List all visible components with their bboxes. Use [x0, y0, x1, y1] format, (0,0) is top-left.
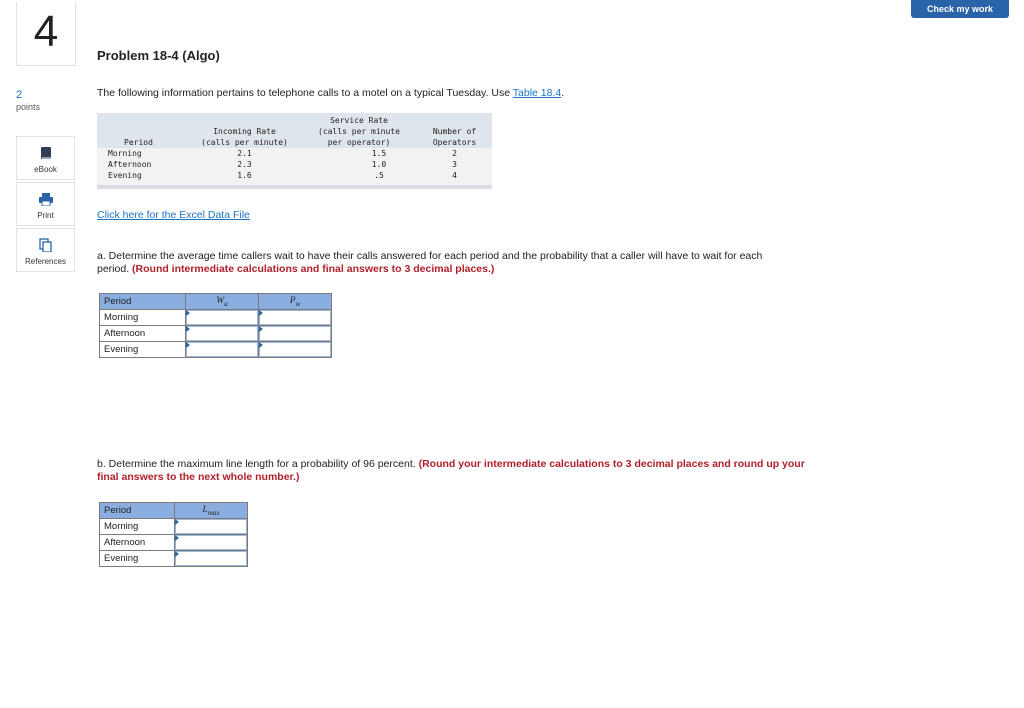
- header-service-2: (calls per minute: [318, 127, 400, 136]
- problem-intro: [97, 87, 564, 99]
- print-label: Print: [37, 211, 54, 220]
- ebook-label: eBook: [34, 165, 57, 174]
- part-a-text: a. Determine the average time callers wait to have their calls answered for each period and the probability that a caller will have to wait for each period.: [97, 250, 763, 275]
- part-a-question: [97, 250, 797, 276]
- part-b-instruction: (Round your intermediate calculations to 3 decimal places and round up your final answers to the next whole number.): [97, 458, 805, 483]
- question-number: 4: [16, 2, 76, 66]
- wa-evening-input[interactable]: [186, 342, 258, 357]
- col-lmax: $L_{max}$: [175, 503, 248, 519]
- lmax-morning-input[interactable]: [175, 519, 247, 534]
- row-label-evening: Evening: [100, 342, 186, 358]
- references-icon: [39, 238, 52, 252]
- lmax-evening-input[interactable]: [175, 551, 247, 566]
- col-wa: $W_a$: [186, 294, 259, 310]
- excel-data-file-link[interactable]: Click here for the Excel Data File: [97, 209, 250, 221]
- row-service: 1.5: [371, 149, 387, 158]
- part-b-question: [97, 458, 807, 484]
- book-icon: [40, 146, 52, 160]
- header-service-3: per operator): [327, 138, 391, 147]
- header-incoming-2: (calls per minute): [201, 138, 288, 147]
- intro-text: The following information pertains to telephone calls to a motel on a typical Tuesday. Use: [97, 87, 513, 99]
- row-period: Evening: [108, 171, 142, 180]
- intro-end: .: [561, 87, 565, 99]
- pw-afternoon-input[interactable]: [259, 326, 331, 341]
- row-label-afternoon: Afternoon: [100, 535, 175, 551]
- row-incoming: 2.1: [237, 149, 252, 158]
- part-a-instruction: (Round intermediate calculations and final answers to 3 decimal places.): [132, 263, 495, 275]
- wa-morning-input[interactable]: [186, 310, 258, 325]
- row-service: 1.0: [371, 160, 387, 169]
- references-button[interactable]: [16, 228, 75, 272]
- col-pw: $P_w$: [259, 294, 332, 310]
- lmax-afternoon-input[interactable]: [175, 535, 247, 550]
- references-label: References: [25, 257, 66, 266]
- header-service-1: Service Rate: [330, 116, 388, 125]
- row-incoming: 2.3: [237, 160, 252, 169]
- row-incoming: 1.6: [237, 171, 252, 180]
- row-operators: 3: [452, 160, 457, 169]
- row-label-morning: Morning: [100, 310, 186, 326]
- problem-title: Problem 18-4 (Algo): [97, 48, 220, 63]
- row-operators: 4: [452, 171, 457, 180]
- row-service: .5: [374, 171, 384, 180]
- row-label-afternoon: Afternoon: [100, 326, 186, 342]
- pw-morning-input[interactable]: [259, 310, 331, 325]
- header-period: Period: [124, 138, 153, 147]
- part-a-answer-table: [99, 293, 332, 358]
- header-operators-2: Operators: [432, 138, 477, 147]
- row-period: Afternoon: [108, 160, 152, 169]
- ebook-button[interactable]: [16, 136, 75, 180]
- col-period: Period: [100, 503, 175, 519]
- row-operators: 2: [452, 149, 457, 158]
- wa-afternoon-input[interactable]: [186, 326, 258, 341]
- row-label-morning: Morning: [100, 519, 175, 535]
- table-18-4-link[interactable]: Table 18.4: [512, 87, 562, 99]
- check-my-work-button[interactable]: Check my work: [911, 0, 1009, 18]
- header-operators-1: Number of: [432, 127, 477, 136]
- points-label: points: [16, 102, 41, 112]
- print-button[interactable]: [16, 182, 75, 226]
- points-value: 2: [16, 89, 23, 101]
- pw-evening-input[interactable]: [259, 342, 331, 357]
- part-b-answer-table: [99, 502, 248, 567]
- header-incoming-1: Incoming Rate: [213, 127, 276, 136]
- part-b-text: b. Determine the maximum line length for a probability of 96 percent.: [97, 458, 419, 470]
- row-period: Morning: [108, 149, 142, 158]
- given-data-table: [97, 113, 492, 189]
- row-label-evening: Evening: [100, 551, 175, 567]
- col-period: Period: [100, 294, 186, 310]
- printer-icon: [39, 192, 53, 206]
